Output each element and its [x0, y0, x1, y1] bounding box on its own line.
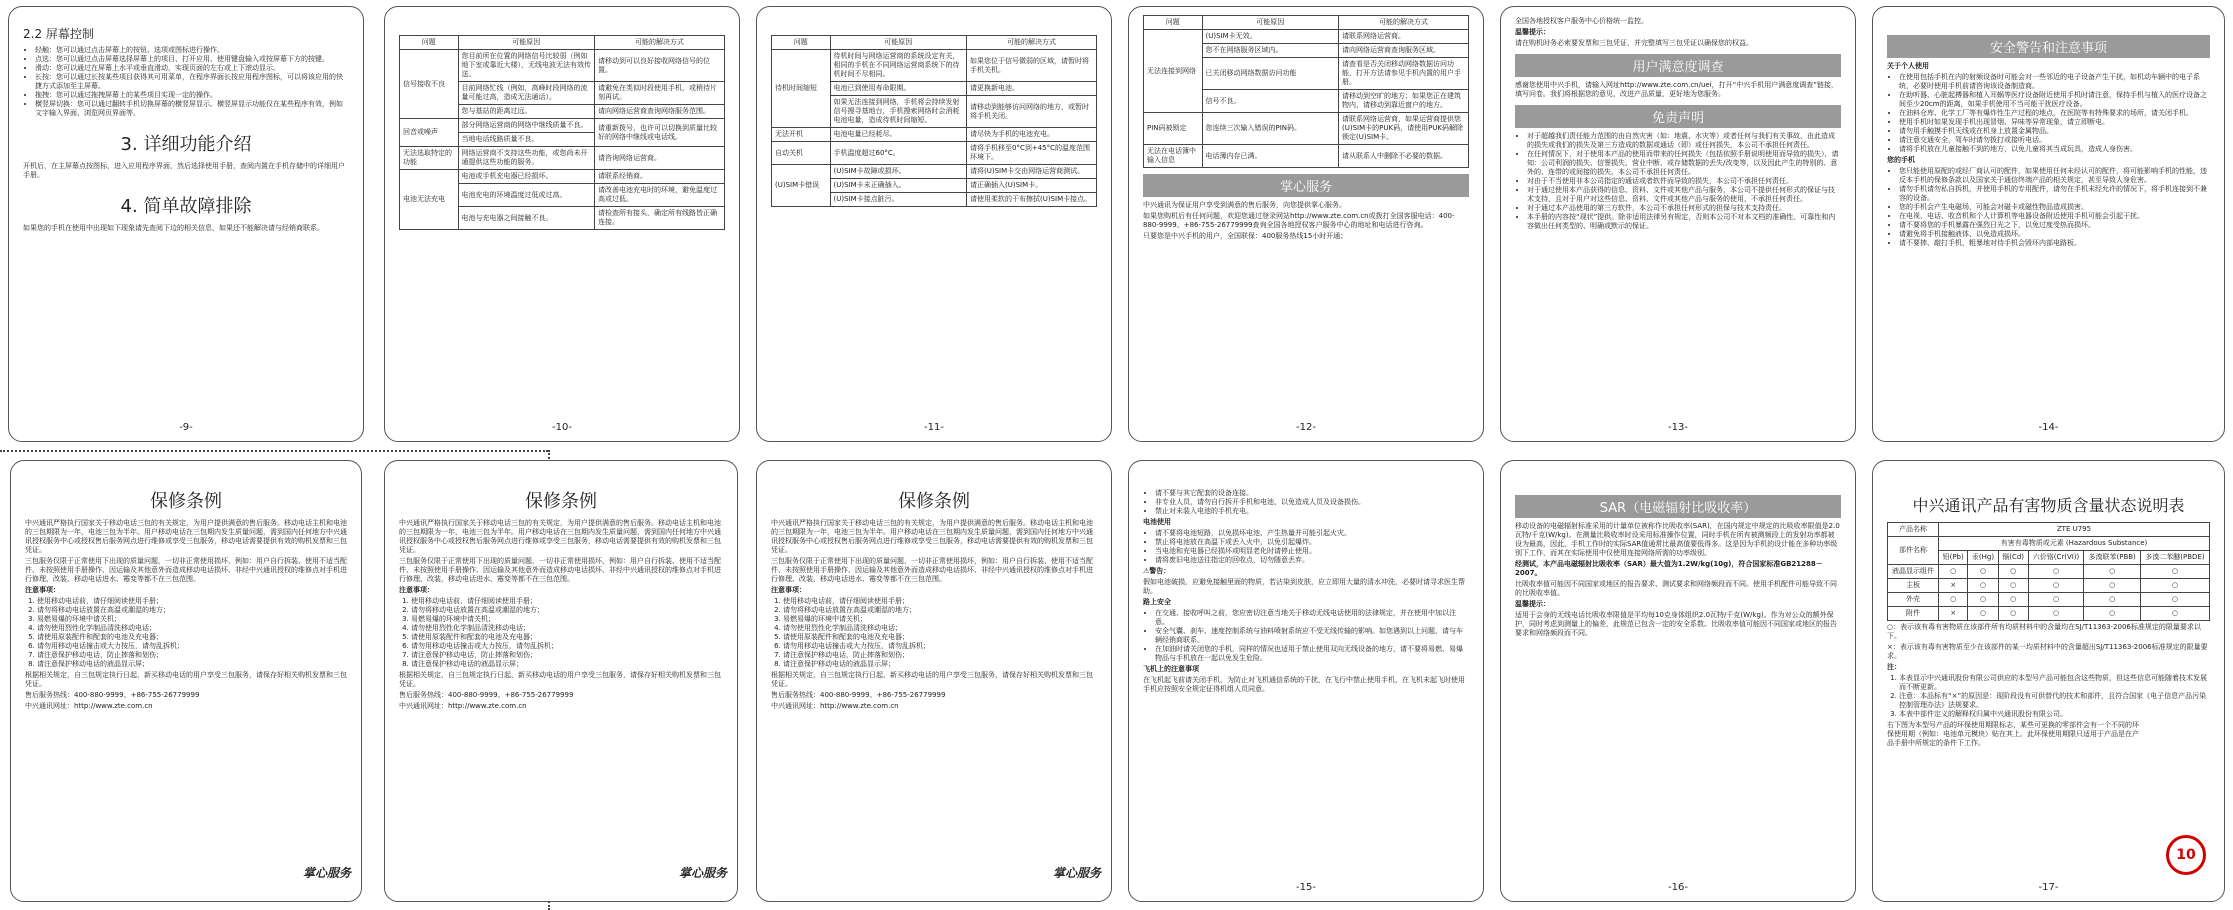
list-item: 5. 请使用原装配件和配套的电池及充电器；: [411, 633, 723, 642]
cause-cell: 您目前所在位置的网络信号比较弱（例如地下室或靠近大楼），无线电波无法有效传送。: [458, 50, 595, 82]
header-problem: 问题: [772, 36, 831, 50]
list-item: • 在交通、接收呼叫之前，您应密切注意当地关于移动无线电话使用的法律规定，并在使用中加以注意。: [1155, 609, 1469, 627]
value-cell: ○: [2084, 579, 2141, 593]
solution-cell: 如果您位于信号微弱的区域，请暂时将手机关机。: [967, 50, 1097, 82]
page-warranty-2: [384, 460, 738, 902]
eco-period-icon: 10: [2166, 835, 2206, 875]
warm-tip-label: 温馨提示：: [1515, 600, 1550, 608]
page-number: -15-: [1296, 882, 1316, 893]
header-solution: 可能的解决方式: [595, 36, 725, 50]
list-item: 7. 请注意保护移动电话，防止摔落和划伤；: [783, 651, 1097, 660]
service-text-2: 如果您购机后有任何问题，欢迎您通过登录网站http://www.zte.com.cn或拨打全国客服电话：400-880-9999、+86-755-26779999查询全国各地授权客户服务中心的地址和电话进行咨询。: [1143, 212, 1455, 229]
value-cell: ○: [2028, 565, 2084, 579]
list-item: 5. 请使用原装配件和配套的电池及充电器；: [783, 633, 1097, 642]
page-9: [8, 6, 364, 442]
section-3-text: 开机后，在主屏幕点按图标，进入应用程序界面，然后选择使用手册，查阅内置在手机存储中的详细用户手册。: [23, 162, 345, 179]
troubleshooting-table: [399, 35, 725, 230]
part-name: 外壳: [1888, 593, 1939, 607]
value-cell: ○: [1968, 607, 1998, 621]
troubleshooting-table: [771, 35, 1097, 207]
warranty-body: 中兴通讯严格执行国家关于移动电话三包的有关规定，为用户提供满意的售后服务。移动电话主机和电池的三包期限为一年，电池三包为半年。用户移动电话在三包期内发生质量问题，需到国内任何地方中兴通讯授权服务中心或授权售后服务网点进行维修或享受三包服务，移动电话需要提供有效的购机发票和三包凭证。: [771, 519, 1093, 554]
problem-cell: 无法开机: [772, 128, 831, 142]
sar-test-result: 经测试，本产品电磁辐射比吸收率（SAR）最大值为1.2W/kg(10g)，符合国家标准GB21288－2007。: [1515, 560, 1823, 577]
notes-list: [771, 597, 1097, 669]
value-cell: ○: [1939, 593, 1968, 607]
hotline: 售后服务热线：400-880-9999、+86-755-26779999: [25, 691, 200, 699]
warranty-title: 保修条例: [525, 491, 597, 512]
page-number: -10-: [552, 422, 572, 433]
page-number: -9-: [179, 422, 193, 433]
problem-cell: (U)SIM卡错误: [772, 165, 831, 207]
list-item: • 安全气囊、刹车、速度控制系统与油料喷射系统应不受无线传输的影响。如您遇到以上问题，请与车辆经销商联系。: [1155, 627, 1469, 645]
battery-heading: 电池使用: [1143, 518, 1171, 526]
cause-cell: 您连续三次输入错误的PIN码。: [1202, 113, 1339, 145]
warning-text: 假如电池破损，应避免接触里面的物质，若沾染到皮肤，应立即用大量的清水冲洗，必要时请寻求医生帮助。: [1143, 578, 1465, 595]
list-item: • 使用手机时如果发现手机出现冒烟、异味等异常现象，请立即断电。: [1899, 118, 2210, 127]
cause-cell: 电池充电的环境温度过低或过高。: [458, 184, 595, 207]
eco-text: 右下图为本型号产品的环保使用期限标志，某些可更换的零部件会有一个不同的环保使用期（例如：电池单元模块）贴在其上。此环保使用期限只适用于产品是在产品手册中所规定的条件下工作。: [1887, 721, 2139, 747]
your-phone-heading: 您的手机: [1887, 156, 1915, 164]
cause-cell: (U)SIM卡未正确插入。: [830, 179, 967, 193]
cause-cell: (U)SIM卡接点脏污。: [830, 193, 967, 207]
warning-line: [1143, 567, 1469, 576]
value-cell: ○: [2028, 607, 2084, 621]
cut-line-horizontal: [0, 450, 548, 452]
header-solution: 可能的解决方式: [1339, 16, 1469, 30]
list-item: 4. 请勿使用烈性化学制品清洗移动电话；: [37, 624, 347, 633]
list-item: 2. 注意：本品标有“×”的原因是：现阶段没有可供替代的技术和部件，且符合国家《电子信息产品污染控制管理办法》法规要求。: [1899, 692, 2210, 710]
list-item: 4. 请勿使用烈性化学制品清洗移动电话；: [411, 624, 723, 633]
value-cell: ○: [2140, 593, 2209, 607]
table-row: [772, 142, 1097, 165]
hotline: 售后服务热线：400-880-9999、+86-755-26779999: [399, 691, 574, 699]
solution-cell: 请从联系人中删除不必要的数据。: [1339, 145, 1469, 168]
value-cell: ○: [2084, 565, 2141, 579]
table-row: [1144, 30, 1469, 44]
warranty-body: 中兴通讯严格执行国家关于移动电话三包的有关规定，为用户提供满意的售后服务。移动电话主机和电池的三包期限为一年，电池三包为半年。用户移动电话在三包期内发生质量问题，需到国内任何地方中兴通讯授权服务中心或授权售后服务网点进行维修或享受三包服务，移动电话需要提供有效的购机发票和三包凭证。: [399, 519, 721, 554]
page-number: -17-: [2038, 882, 2059, 893]
page-10: [384, 6, 740, 442]
list-item: 1. 使用移动电话前，请仔细阅读使用手册；: [411, 597, 723, 606]
sar-text: 移动设备的电磁辐射标准采用的计量单位被称作比吸收率(SAR)，在国内规定中规定的比吸收率限值是2.0瓦特/千克(W/kg)。在测量比吸收率时设采用标准操作位置，同时手机在所有被测频段上的发射功率都被设为最高，因此，手机工作时的实际SAR值通常比最高值要低得多。这是因为手机的设计能在多种功率级别下工作，而其在实际使用中仅使用连接网络所需的功率级别。: [1515, 522, 1840, 557]
list-item: • 对于通过本产品使用的第三方软件，本公司不承担任何形式的担保与技术支持责任。: [1527, 204, 1841, 213]
solution-cell: 请将(U)SIM卡交由网络运营商测试。: [967, 165, 1097, 179]
cause-cell: 部分网络运营商的网络中继线质量不良。: [458, 119, 595, 133]
value-cell: ○: [2140, 579, 2209, 593]
cause-cell: 如果无法连接到网络，手机将会持续发射信号搜寻基地台，手机搜索网络时会消耗电池电量，造成待机时间缩短。: [830, 96, 967, 128]
page-13: [1500, 6, 1856, 442]
problem-cell: 待机时间缩短: [772, 50, 831, 128]
list-item: 1. 使用移动电话前，请仔细阅读使用手册；: [37, 597, 347, 606]
service-banner: 掌心服务: [1143, 174, 1469, 197]
table-row: [1888, 565, 2210, 579]
personal-use-list: [1887, 73, 2210, 154]
list-item: 2. 请勿将移动电话放置在高温或潮湿的地方；: [411, 606, 723, 615]
page-11: [756, 6, 1112, 442]
solution-cell: 请将手机移至0°C到+45°C的温度范围环境下。: [967, 142, 1097, 165]
table-row: [772, 165, 1097, 179]
cause-cell: (U)SIM卡无效。: [1202, 30, 1339, 44]
page-16-sar: [1500, 460, 1856, 902]
problem-cell: 自动关机: [772, 142, 831, 165]
problem-cell: 电池无法充电: [400, 170, 459, 230]
value-cell: ○: [2084, 607, 2141, 621]
top-list: [1143, 489, 1469, 516]
cause-cell: 您不在网络服务区域内。: [1202, 44, 1339, 58]
warranty-body-2: 三包服务仅限于正常使用下出现的质量问题，一切非正常使用损坏，例如：用户自行拆装、使用不适当配件、未按照使用手册操作、因运输及其他意外而造成移动电话损坏、非经中兴通讯授权的维修点对手机进行修理、改装，移动电话进水、霉变等都不在三包范围。: [25, 557, 347, 583]
table-row: [772, 50, 1097, 82]
notes-title: 注意事项：: [25, 586, 60, 594]
problem-cell: 信号接收不良: [400, 50, 459, 119]
warranty-title: 保修条例: [898, 491, 970, 512]
warning-icon: ⚠: [1143, 567, 1150, 575]
disclaimer-list: [1515, 132, 1841, 231]
solution-cell: 请查看是否关闭移动网络数据访问功能，打开方法请参见手机内置的用户手册。: [1339, 58, 1469, 90]
list-item: • 非专业人员，请勿自行拆开手机和电池，以免造成人员及设备损伤。: [1155, 498, 1469, 507]
model-value: ZTE U795: [1939, 523, 2210, 537]
website: 中兴通讯网址：http://www.zte.com.cn: [399, 702, 527, 710]
hazard-table: [1887, 522, 2210, 621]
list-item: • 滑动：您可以通过在屏幕上水平或垂直滑动，实现页面的左右或上下滚动显示。: [35, 64, 349, 73]
list-item: • 在加油时请关闭您的手机，同样的情况也适用于禁止使用双向无线设备的地方，请不要将易燃、易爆物品与手机放在一起以免发生危险。: [1155, 645, 1469, 663]
hotline: 售后服务热线：400-880-9999、+86-755-26779999: [771, 691, 946, 699]
list-item: • 对于超越我们责任能力范围的由自然灾害（如：地震、水灾等）或者任何与我们有关事故，由此造成的损失或我们的损失及第三方造成的数据或通话（即）或任何损失，本公司不承担任何责任。: [1527, 132, 1841, 150]
model-label: 产品名称: [1888, 523, 1939, 537]
screen-control-title: 2.2 屏幕控制: [23, 27, 94, 41]
cause-cell: 电池电量已经耗尽。: [830, 128, 967, 142]
header-cause: 可能原因: [830, 36, 967, 50]
warm-tip-text: 适用于会身的无线电话比吸收率限值是平均每10克身体组织2.0瓦特/千克(W/kg)。作为对公众的额外保护，同时考虑到测量上的偏差，此规范已包含一定的安全系数。比吸收率值可能因不同国家或地区的报告要求和网络频段而不同。: [1515, 611, 1837, 637]
your-phone-list: [1887, 167, 2210, 248]
page-number: -11-: [924, 422, 944, 433]
list-item: • 轻触：您可以通过点击屏幕上的按钮、选项或图标进行操作。: [35, 46, 349, 55]
table-row: [1144, 145, 1469, 168]
list-item: • 请不要将您的手机暴露在强烈日光之下，以免过度受热而损坏。: [1899, 221, 2210, 230]
list-item: 6. 请勿用移动电话撞击或大力按压，请勿乱拆机；: [783, 642, 1097, 651]
substance-header: 汞(Hg): [1968, 551, 1998, 565]
notes-title: 注意事项：: [771, 586, 806, 594]
substance-header: 多溴二苯醚(PBDE): [2140, 551, 2209, 565]
section-4-text: 如果您的手机在使用中出现如下现象请先查阅下边的相关信息，如果还不能解决请与经销商联系。: [23, 224, 324, 232]
list-item: • 在使用包括手机在内的射频设备时可能会对一些邻近的电子设备产生干扰，如机动车辆中的电子系统，必要时使用手机前请咨询该设备制造商。: [1899, 73, 2210, 91]
cause-cell: 电话簿内存已满。: [1202, 145, 1339, 168]
table-row: [1888, 607, 2210, 621]
header-solution: 可能的解决方式: [967, 36, 1097, 50]
value-cell: ×: [1939, 607, 1968, 621]
value-cell: ×: [1939, 579, 1968, 593]
flight-text: 在飞机起飞前请关闭手机，为防止对飞机通信系统的干扰，在飞行中禁止使用手机，在飞机未起飞时使用手机应按照安全规定征得机组人员同意。: [1143, 676, 1465, 693]
service-logo: 掌心服务: [302, 866, 351, 880]
solution-cell: 请移动到能够访问网络的地方，或暂时将手机关闭。: [967, 96, 1097, 128]
list-item: 6. 请勿用移动电话撞击或大力按压，请勿乱拆机；: [411, 642, 723, 651]
list-item: 1. 使用移动电话前，请仔细阅读使用手册；: [783, 597, 1097, 606]
parts-label: 部件名称: [1888, 537, 1939, 565]
value-cell: ○: [2028, 593, 2084, 607]
list-item: • 请注意交通安全，驾车时请勿拨打或接听电话。: [1899, 136, 2210, 145]
note-cross: ×：表示该有毒有害物质至少在该部件的某一均质材料中的含量超出SJ/T11363-2006标准规定的限量要求。: [1887, 643, 2208, 660]
header-problem: 问题: [1144, 16, 1203, 30]
hazard-label: 有害有毒物质或元素 (Hazardous Substance): [1939, 537, 2210, 551]
page-warranty-1: [10, 460, 362, 902]
list-item: • 请不要与其它配套的设备连接。: [1155, 489, 1469, 498]
cause-cell: 电池已到使用寿命限期。: [830, 82, 967, 96]
notes-list: [399, 597, 723, 669]
notes-label: 注：: [1887, 663, 1901, 671]
survey-text: 感谢您使用中兴手机，请输入网址http://www.zte.com.cn/uei，打开“中兴手机用户满意度调查”链接，填写问卷。我们将根据您的意见，改进产品质量，更好地为您服务。: [1515, 81, 1838, 98]
page-17: [1872, 460, 2225, 902]
substance-header: 铅(Pb): [1939, 551, 1968, 565]
cause-cell: 目前网络忙线（例如，高峰时段网络的流量可能过高，造成无法通话）。: [458, 82, 595, 105]
list-item: • 请避免将手机接触液体，以免造成损坏。: [1899, 230, 2210, 239]
list-item: 7. 请注意保护移动电话，防止摔落和划伤；: [37, 651, 347, 660]
list-item: 2. 请勿将移动电话放置在高温或潮湿的地方；: [37, 606, 347, 615]
solution-cell: 请尽快为手机的电池充电。: [967, 128, 1097, 142]
cause-cell: 电池或手机充电器已经损坏。: [458, 170, 595, 184]
list-item: 7. 请注意保护移动电话，防止摔落和划伤；: [411, 651, 723, 660]
solution-cell: 请改善电池充电时的环境，避免温度过高或过低。: [595, 184, 725, 207]
cause-cell: (U)SIM卡故障或损坏。: [830, 165, 967, 179]
value-cell: ○: [2028, 579, 2084, 593]
list-item: • 禁止将电池放在高温下或丢入火中，以免引起爆炸。: [1155, 538, 1469, 547]
disclaimer-banner: 免责声明: [1515, 105, 1841, 128]
problem-cell: 无法选取特定的功能: [400, 147, 459, 170]
service-logo: 掌心服务: [1052, 866, 1101, 880]
table-row: [400, 147, 725, 170]
list-item: • 横竖屏切换：您可以通过翻转手机切换屏幕的横竖屏显示。横竖屏显示功能仅在某些程序有效，例如文字输入界面、浏览网页界面等。: [35, 100, 349, 118]
section-4-title: 4. 简单故障排除: [120, 196, 252, 217]
service-logo: 掌心服务: [678, 866, 727, 880]
table-row: [772, 128, 1097, 142]
list-item: • 在任何情况下，对于使用本产品的使用而带来的任何损失（包括依照手册说明使用而导致的损失），请知：公司利润的损失、信誉损失、营业中断、或存储数据的丢失/改变等，以及因此产生的特别的、意外的、连带的或间接的损失，本公司不承担任何责任。: [1527, 150, 1841, 177]
substance-header: 多溴联苯(PBB): [2084, 551, 2141, 565]
solution-cell: 请向网络运营商查询网络服务范围。: [595, 105, 725, 119]
list-item: 3. 易燃易爆的环境中请关机；: [37, 615, 347, 624]
top-text: 全国各地授权客户服务中心价格统一监控。: [1515, 17, 1648, 25]
value-cell: ○: [2140, 565, 2209, 579]
service-text: 中兴通讯为保证用户享受到满意的售后服务，向您提供掌心服务。: [1143, 201, 1346, 209]
solution-cell: 请正确插入(U)SIM卡。: [967, 179, 1097, 193]
page-number: -16-: [1668, 882, 1688, 893]
cause-cell: 网络运营商不支持这些功能，或您尚未开通提供这些功能的服务。: [458, 147, 595, 170]
warm-tip-text: 请在购机时务必索要发票和三包凭证，并完整填写三包凭证以确保您的权益。: [1515, 39, 1753, 47]
table-row: [1888, 579, 2210, 593]
page-16-safety: [1128, 460, 1484, 902]
page-number: -14-: [2038, 422, 2059, 433]
problem-cell: 无法连接到网络: [1144, 30, 1203, 113]
value-cell: ○: [1998, 579, 2028, 593]
list-item: • 您的手机会产生电磁场，可能会对磁卡或磁性物品造成损害。: [1899, 203, 2210, 212]
table-row: [400, 170, 725, 184]
warranty-body-2: 三包服务仅限于正常使用下出现的质量问题，一切非正常使用损坏，例如：用户自行拆装、使用不适当配件、未按照使用手册操作、因运输及其他意外而造成移动电话损坏、非经中兴通讯授权的维修点对手机进行修理、改装，移动电话进水、霉变等都不在三包范围。: [399, 557, 721, 583]
hazard-title: 中兴通讯产品有害物质含量状态说明表: [1912, 496, 2185, 515]
list-item: 4. 请勿使用烈性化学制品清洗移动电话；: [783, 624, 1097, 633]
solution-cell: 请重新拨号，也许可以切换到质量比较好的网络中继线或电话线。: [595, 119, 725, 147]
road-heading: 路上安全: [1143, 598, 1171, 606]
safety-banner: 安全警告和注意事项: [1887, 35, 2210, 58]
solution-cell: 请检查所有接头，确定所有线路皆正确连接。: [595, 207, 725, 230]
list-item: 8. 请注意保护移动电话的液晶显示屏；: [411, 660, 723, 669]
part-name: 液晶显示组件: [1888, 565, 1939, 579]
warranty-title: 保修条例: [150, 491, 222, 512]
part-name: 主板: [1888, 579, 1939, 593]
value-cell: ○: [1998, 565, 2028, 579]
screen-control-list: [23, 46, 349, 118]
flight-heading: 飞机上的注意事项: [1143, 665, 1199, 673]
list-item: 6. 请勿用移动电话撞击或大力按压，请勿乱拆机；: [37, 642, 347, 651]
page-14: [1872, 6, 2225, 442]
list-item: 5. 请使用原装配件和配套的电池及充电器；: [37, 633, 347, 642]
table-row: [1888, 593, 2210, 607]
list-item: 1. 本表显示中兴通讯股份有限公司供应的本型号产品可能包含这些物质，但这些信息可能随着技术发展而不断更新。: [1899, 674, 2210, 692]
website: 中兴通讯网址：http://www.zte.com.cn: [25, 702, 153, 710]
part-name: 附件: [1888, 607, 1939, 621]
value-cell: ○: [1968, 579, 1998, 593]
warranty-body: 中兴通讯严格执行国家关于移动电话三包的有关规定，为用户提供满意的售后服务。移动电话主机和电池的三包期限为一年，电池三包为半年。用户移动电话在三包期内发生质量问题，需到国内任何地方中兴通讯授权服务中心或授权售后服务网点进行维修或享受三包服务，移动电话需要提供有效的购机发票和三包凭证。: [25, 519, 347, 554]
cause-cell: 当地电话线路质量不良。: [458, 133, 595, 147]
list-item: • 请不要摔、敲打手机，粗暴地对待手机会毁坏内部电路板。: [1899, 239, 2210, 248]
cause-cell: 待机时间与网络运营商的系统设定有关，相同的手机在不同网络运营商系统下的待机时间不尽相同。: [830, 50, 967, 82]
page-12: [1128, 6, 1484, 442]
solution-cell: 请使用柔软的干布擦拭(U)SIM卡接点。: [967, 193, 1097, 207]
list-item: 3. 易燃易爆的环境中请关机；: [411, 615, 723, 624]
page-warranty-3: [756, 460, 1112, 902]
solution-cell: 请联系网络运营商。: [1339, 30, 1469, 44]
value-cell: ○: [1939, 565, 1968, 579]
list-item: • 拖拽：您可以通过拖拽屏幕上的某些项目实现一定的操作。: [35, 91, 349, 100]
table-row: [400, 119, 725, 133]
warranty-tail: 根据相关规定，自三包规定执行日起，新买移动电话的用户享受三包服务，请保存好相关购机发票和三包凭证。: [771, 671, 1093, 688]
warranty-body-2: 三包服务仅限于正常使用下出现的质量问题，一切非正常使用损坏，例如：用户自行拆装、使用不适当配件、未按照使用手册操作、因运输及其他意外而造成移动电话损坏、非经中兴通讯授权的维修点对手机进行修理、改装，移动电话进水、霉变等都不在三包范围。: [771, 557, 1093, 583]
solution-cell: 请移动到可以良好接收网络信号的位置。: [595, 50, 725, 82]
cause-cell: 您与基站的距离过远。: [458, 105, 595, 119]
list-item: 8. 请注意保护移动电话的液晶显示屏；: [783, 660, 1097, 669]
value-cell: ○: [2084, 593, 2141, 607]
solution-cell: 请向网络运营商查询服务区域。: [1339, 44, 1469, 58]
road-list: [1143, 609, 1469, 663]
troubleshooting-table: [1143, 15, 1469, 168]
header-cause: 可能原因: [1202, 16, 1339, 30]
substance-header: 镉(Cd): [1998, 551, 2028, 565]
list-item: • 在电视、电话、收音机和个人计算机等电器设备附近使用手机可能会引起干扰。: [1899, 212, 2210, 221]
list-item: 2. 请勿将移动电话放置在高温或潮湿的地方；: [783, 606, 1097, 615]
cause-cell: 已关闭移动网络数据访问功能: [1202, 58, 1339, 90]
list-item: • 对由于不当使用非本公司指定的通话或者软件而导致的损失，本公司不承担任何责任。: [1527, 177, 1841, 186]
header-problem: 问题: [400, 36, 459, 50]
personal-use-heading: 关于个人使用: [1887, 62, 1929, 70]
problem-cell: 无法在电话簿中输入信息: [1144, 145, 1203, 168]
list-item: • 在助听器、心脏起搏器和植入耳蜗等医疗设备附近使用手机时请注意，保持手机与植入的医疗设备之间至少20cm的距离，如果手机使用不当可能干扰医疗设备。: [1899, 91, 2210, 109]
service-text-3: 只要您是中兴手机的用户，全国联保：400服务热线15小时开通；: [1143, 232, 1348, 240]
list-item: • 请勿用手触摸手机天线或在机身上放置金属物品。: [1899, 127, 2210, 136]
list-item: • 在油料仓库、化学工厂等有爆炸性生产过程的地点，在医院等有特殊要求的场所，请关闭手机。: [1899, 109, 2210, 118]
list-item: • 请将废旧电池送往指定的回收点，切勿随意丢弃。: [1155, 556, 1469, 565]
page-number: -13-: [1668, 422, 1688, 433]
list-item: 8. 请注意保护移动电话的液晶显示屏；: [37, 660, 347, 669]
substance-header: 六价铬(Cr(VI)): [2028, 551, 2084, 565]
table-row: [1144, 113, 1469, 145]
list-item: • 请将手机放在儿童接触不到的地方，以免儿童将其当成玩具，造成人身伤害。: [1899, 145, 2210, 154]
value-cell: ○: [1968, 593, 1998, 607]
header-cause: 可能原因: [458, 36, 595, 50]
list-item: • 本手册的内容按“现状”提供。除非适用法律另有规定，否则本公司不对本文档的准确性、可靠性和内容做出任何类型的、明确或默示的保证。: [1527, 213, 1841, 231]
sar-text-2: 比吸收率值可能因不同国家或地区的报告要求、测试要求和网络频段而不同。使用手机配件可能导致不同的比吸收率值。: [1515, 580, 1837, 597]
list-item: • 禁止对未装入电池的手机充电。: [1155, 507, 1469, 516]
website: 中兴通讯网址：http://www.zte.com.cn: [771, 702, 899, 710]
value-cell: ○: [1968, 565, 1998, 579]
table-row: [400, 50, 725, 82]
cause-cell: 电池与充电器之间接触不良。: [458, 207, 595, 230]
problem-cell: PIN码被锁定: [1144, 113, 1203, 145]
warranty-tail: 根据相关规定，自三包规定执行日起，新买移动电话的用户享受三包服务，请保存好相关购机发票和三包凭证。: [25, 671, 347, 688]
list-item: • 长按：您可以通过长按某些项目获得其可用菜单，在程序界面长按应用程序图标，可以将该应用的快捷方式添加至主屏幕。: [35, 73, 349, 91]
notes-title: 注意事项：: [399, 586, 434, 594]
solution-cell: 请移动到空旷的地方；如果您正在建筑物内，请移动到靠近窗户的地方。: [1339, 90, 1469, 113]
list-item: • 请勿手机请勿私自拆机，并使用手机的专用配件，请勿在手机未经允许的情况下，将手机连接到不兼容的设备。: [1899, 185, 2210, 203]
problem-cell: 回音或噪声: [400, 119, 459, 147]
warning-label: 警告：: [1149, 567, 1171, 575]
value-cell: ○: [1998, 593, 2028, 607]
survey-banner: 用户满意度调查: [1515, 54, 1841, 77]
solution-cell: 请咨询网络运营商。: [595, 147, 725, 170]
value-cell: ○: [2140, 607, 2209, 621]
solution-cell: 请联系经销商。: [595, 170, 725, 184]
solution-cell: 请避免在类似时段使用手机，或稍待片刻再试。: [595, 82, 725, 105]
list-item: • 请不要将电池短路，以免损坏电池、产生热量并可能引起火灾。: [1155, 529, 1469, 538]
list-item: 3. 本表中部件定义的解释权归属中兴通讯股份有限公司。: [1899, 710, 2210, 719]
note-circle: ○：表示该有毒有害物质在该部件所有均质材料中的含量均在SJ/T11363-2006标准规定的限量要求以下。: [1887, 623, 2201, 640]
page-number: -12-: [1296, 422, 1316, 433]
value-cell: ○: [1998, 607, 2028, 621]
list-item: • 当电池和充电器已经损坏或明显老化时请停止使用。: [1155, 547, 1469, 556]
list-item: • 对于通过使用本产品获得的信息、资料、文件或其他产品与服务，本公司不提供任何形式的保证与技术支持，且对于用户对这些信息、资料、文件或其他产品与服务的使用，不承担任何责任。: [1527, 186, 1841, 204]
solution-cell: 请联系网络运营商，如果运营商提供您(U)SIM卡的PUK码，请使用PUK码解除锁定(U)SIM卡。: [1339, 113, 1469, 145]
solution-cell: 请更换新电池。: [967, 82, 1097, 96]
section-3-title: 3. 详细功能介绍: [120, 134, 252, 155]
list-item: • 您只能使用原配的或经厂商认可的配件，如果使用任何未经认可的配件，将可能影响手机的性能，违反本手机的保修条款以及国家关于通信终端产品的相关规定，甚至导致人身危害。: [1899, 167, 2210, 185]
battery-list: [1143, 529, 1469, 565]
notes-list: [1887, 674, 2210, 719]
warm-tip-label: 温馨提示：: [1515, 28, 1550, 36]
sar-banner: SAR（电磁辐射比吸收率）: [1515, 495, 1841, 518]
list-item: • 点选：您可以通过点击屏幕选择屏幕上的项目、打开应用、使用键盘输入或按屏幕下方的按键。: [35, 55, 349, 64]
notes-list: [25, 597, 347, 669]
warranty-tail: 根据相关规定，自三包规定执行日起，新买移动电话的用户享受三包服务，请保存好相关购机发票和三包凭证。: [399, 671, 721, 688]
cause-cell: 信号不良。: [1202, 90, 1339, 113]
list-item: 3. 易燃易爆的环境中请关机；: [783, 615, 1097, 624]
cause-cell: 手机温度超过60°C。: [830, 142, 967, 165]
